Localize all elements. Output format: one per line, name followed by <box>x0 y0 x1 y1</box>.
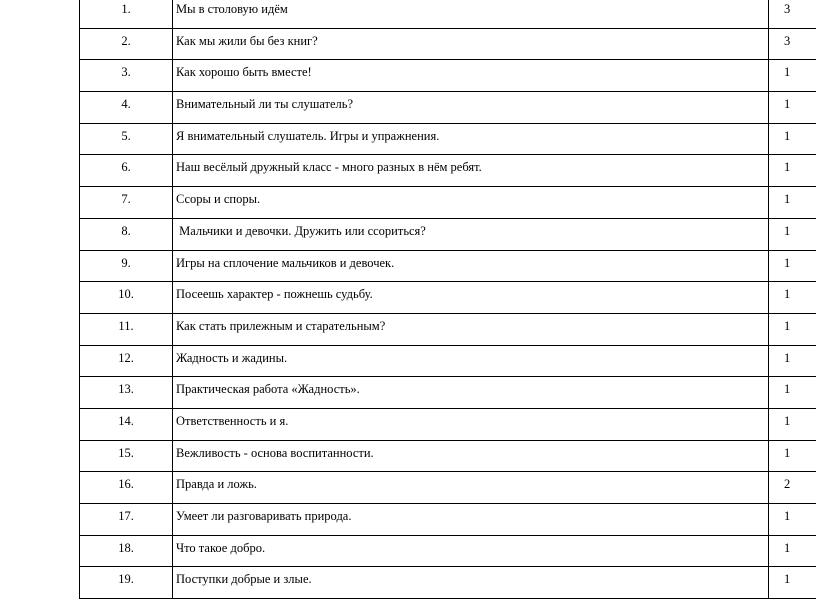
lesson-topic: Ссоры и споры. <box>173 187 769 219</box>
table-row <box>80 408 816 440</box>
lesson-number: 17. <box>80 504 173 536</box>
lesson-hours: 1 <box>769 187 816 219</box>
lesson-number: 16. <box>80 472 173 504</box>
lesson-topic: Практическая работа «Жадность». <box>173 377 769 409</box>
lesson-number: 8. <box>80 218 173 250</box>
lesson-topic: Умеет ли разговаривать природа. <box>173 504 769 536</box>
lesson-number: 1. <box>80 0 173 28</box>
lesson-topic: Я внимательный слушатель. Игры и упражнения. <box>173 123 769 155</box>
lesson-topic: Внимательный ли ты слушатель? <box>173 92 769 124</box>
lesson-number: 18. <box>80 535 173 567</box>
table-row <box>80 92 816 124</box>
table-row <box>80 567 816 599</box>
lesson-topic: Как мы жили бы без книг? <box>173 28 769 60</box>
lesson-hours: 1 <box>769 377 816 409</box>
lesson-number: 11. <box>80 313 173 345</box>
lesson-topic: Правда и ложь. <box>173 472 769 504</box>
lesson-topic: Как стать прилежным и старательным? <box>173 313 769 345</box>
lesson-topic: Мальчики и девочки. Дружить или ссориться? <box>173 218 769 250</box>
table-row <box>80 155 816 187</box>
lesson-hours: 1 <box>769 345 816 377</box>
lesson-hours: 1 <box>769 155 816 187</box>
lesson-topic: Игры на сплочение мальчиков и девочек. <box>173 250 769 282</box>
table-row <box>80 472 816 504</box>
lesson-topic: Мы в столовую идём <box>173 0 769 28</box>
lesson-number: 5. <box>80 123 173 155</box>
lesson-number: 19. <box>80 567 173 599</box>
lesson-hours: 1 <box>769 440 816 472</box>
lesson-number: 14. <box>80 408 173 440</box>
table-row <box>80 187 816 219</box>
table-row <box>80 28 816 60</box>
lesson-plan-table <box>79 0 816 599</box>
lesson-number: 2. <box>80 28 173 60</box>
lesson-hours: 1 <box>769 535 816 567</box>
lesson-number: 4. <box>80 92 173 124</box>
lesson-hours: 1 <box>769 313 816 345</box>
lesson-topic: Вежливость - основа воспитанности. <box>173 440 769 472</box>
lesson-hours: 1 <box>769 567 816 599</box>
lesson-number: 12. <box>80 345 173 377</box>
lesson-topic: Что такое добро. <box>173 535 769 567</box>
table-row <box>80 504 816 536</box>
lesson-number: 13. <box>80 377 173 409</box>
lesson-hours: 1 <box>769 92 816 124</box>
table-row <box>80 218 816 250</box>
table-row <box>80 313 816 345</box>
lesson-hours: 1 <box>769 504 816 536</box>
lesson-topic: Наш весёлый дружный класс - много разных в нём ребят. <box>173 155 769 187</box>
lesson-topic: Ответственность и я. <box>173 408 769 440</box>
lesson-hours: 2 <box>769 472 816 504</box>
lesson-hours: 1 <box>769 123 816 155</box>
table-row <box>80 535 816 567</box>
lesson-plan-body <box>80 0 816 599</box>
lesson-hours: 3 <box>769 0 816 28</box>
lesson-topic: Поступки добрые и злые. <box>173 567 769 599</box>
lesson-topic: Жадность и жадины. <box>173 345 769 377</box>
table-row <box>80 282 816 314</box>
lesson-number: 15. <box>80 440 173 472</box>
table-row <box>80 377 816 409</box>
lesson-hours: 3 <box>769 28 816 60</box>
table-row <box>80 60 816 92</box>
lesson-number: 3. <box>80 60 173 92</box>
lesson-hours: 1 <box>769 218 816 250</box>
lesson-topic: Посеешь характер - пожнешь судьбу. <box>173 282 769 314</box>
lesson-number: 10. <box>80 282 173 314</box>
lesson-hours: 1 <box>769 250 816 282</box>
table-row <box>80 345 816 377</box>
table-row <box>80 0 816 28</box>
table-row <box>80 250 816 282</box>
lesson-hours: 1 <box>769 282 816 314</box>
lesson-topic: Как хорошо быть вместе! <box>173 60 769 92</box>
lesson-number: 7. <box>80 187 173 219</box>
table-row <box>80 123 816 155</box>
lesson-hours: 1 <box>769 408 816 440</box>
lesson-number: 6. <box>80 155 173 187</box>
lesson-hours: 1 <box>769 60 816 92</box>
lesson-number: 9. <box>80 250 173 282</box>
table-row <box>80 440 816 472</box>
